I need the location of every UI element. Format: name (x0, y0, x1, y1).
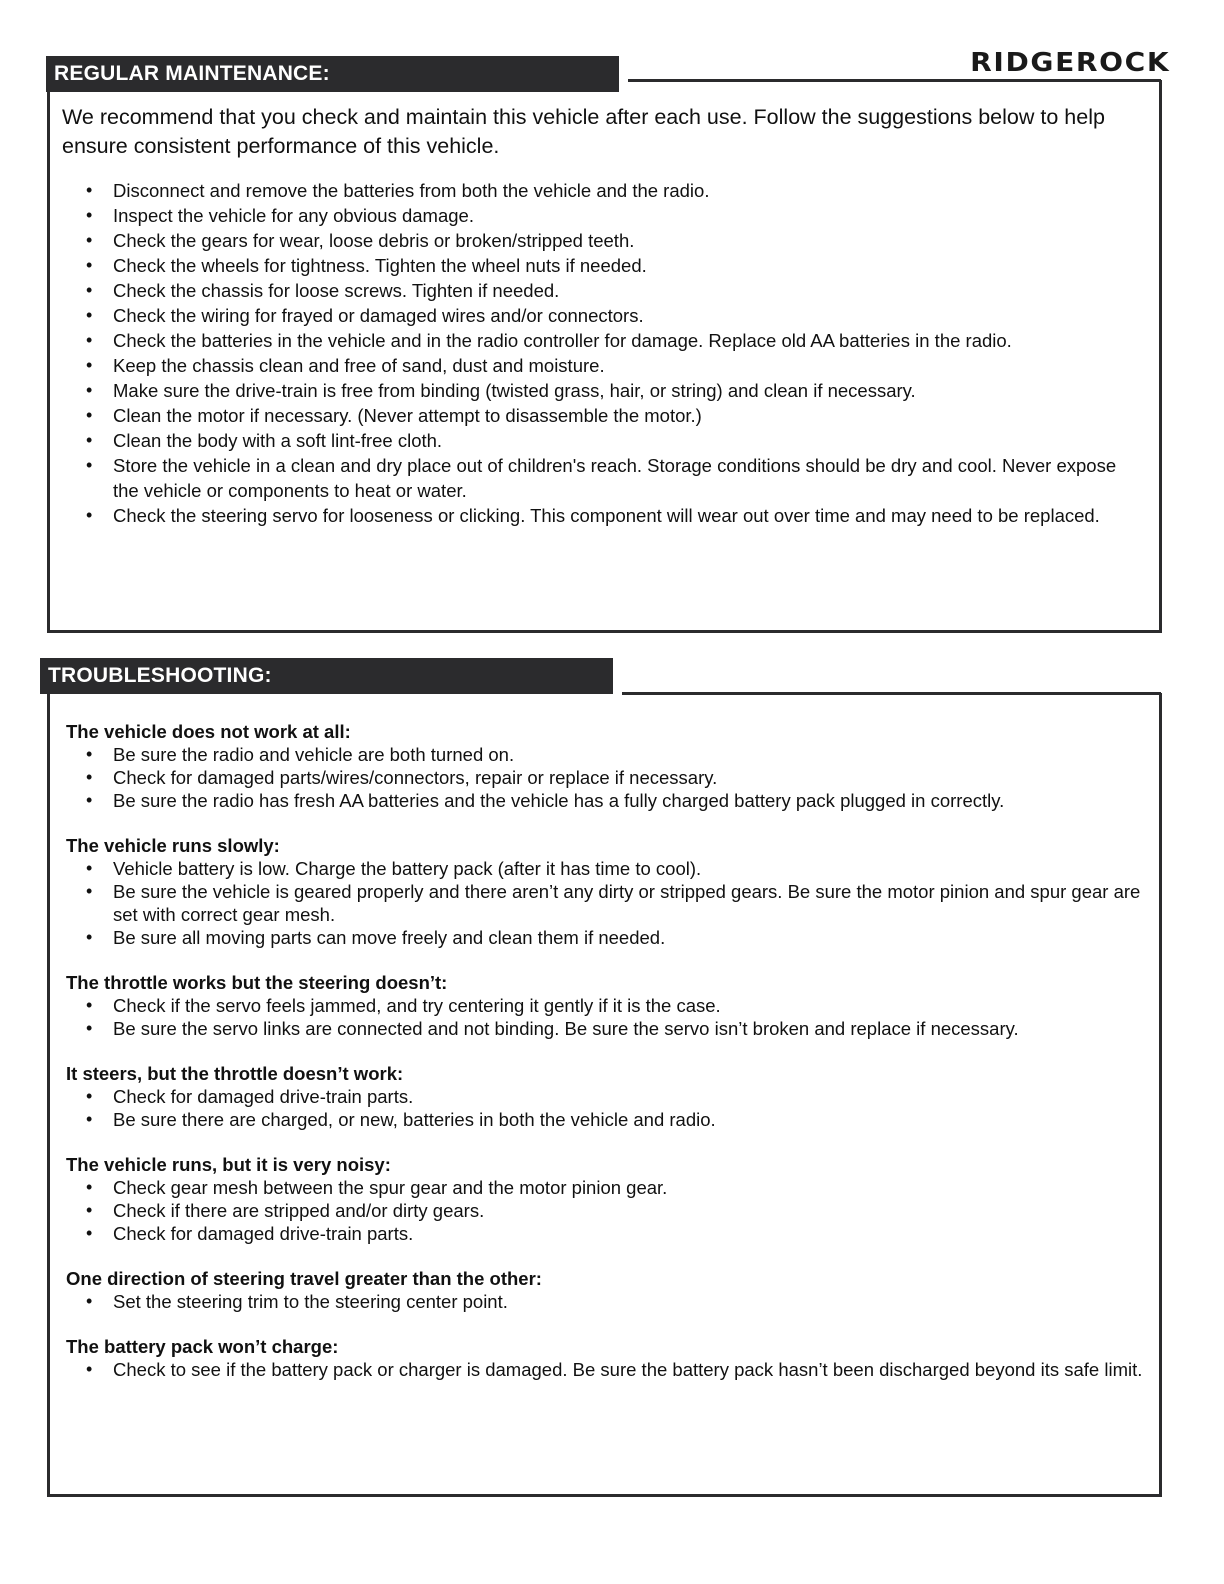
troubleshooting-heading: The throttle works but the steering doesn’t: (66, 972, 448, 993)
bullet-icon: • (86, 255, 93, 275)
maintenance-item (86, 278, 1143, 303)
troubleshooting-heading: One direction of steering travel greater than the other: (66, 1268, 542, 1289)
maintenance-item-text: Keep the chassis clean and free of sand, dust and moisture. (113, 355, 605, 376)
bullet-icon: • (86, 355, 93, 375)
bullet-icon: • (86, 790, 93, 810)
bullet-icon: • (86, 280, 93, 300)
troubleshooting-item (86, 1290, 1146, 1313)
troubleshooting-content (66, 720, 1146, 1403)
bullet-icon: • (86, 505, 93, 525)
maintenance-item (86, 378, 1143, 403)
troubleshooting-group (66, 1335, 1146, 1381)
maintenance-item (86, 178, 1143, 203)
bullet-icon: • (86, 180, 93, 200)
troubleshooting-item-text: Check for damaged drive-train parts. (113, 1223, 414, 1244)
maintenance-item-text: Inspect the vehicle for any obvious damage. (113, 205, 474, 226)
bullet-icon: • (86, 1359, 93, 1379)
troubleshooting-item-text: Check gear mesh between the spur gear and the motor pinion gear. (113, 1177, 668, 1198)
maintenance-item (86, 328, 1143, 353)
troubleshooting-item (86, 766, 1146, 789)
troubleshooting-heading: The battery pack won’t charge: (66, 1336, 339, 1357)
brand-logo: RIDGEROCK (969, 48, 1170, 78)
bullet-icon: • (86, 1086, 93, 1106)
maintenance-item-text: Check the wiring for frayed or damaged wires and/or connectors. (113, 305, 644, 326)
troubleshooting-group (66, 834, 1146, 949)
troubleshooting-title-text: TROUBLESHOOTING: (48, 664, 272, 687)
maintenance-item (86, 228, 1143, 253)
maintenance-item (86, 253, 1143, 278)
maintenance-intro: We recommend that you check and maintain this vehicle after each use. Follow the suggestions below to help ensure consistent performance of this vehicle. (62, 105, 1105, 158)
maintenance-item (86, 203, 1143, 228)
bullet-icon: • (86, 305, 93, 325)
maintenance-item (86, 503, 1143, 528)
troubleshooting-item-text: Check if there are stripped and/or dirty gears. (113, 1200, 485, 1221)
troubleshooting-item (86, 857, 1146, 880)
troubleshooting-item (86, 1358, 1146, 1381)
troubleshooting-item (86, 1085, 1146, 1108)
bullet-icon: • (86, 330, 93, 350)
bullet-icon: • (86, 1109, 93, 1129)
troubleshooting-item-text: Be sure the radio has fresh AA batteries and the vehicle has a fully charged battery pack plugged in correctly. (113, 790, 1005, 811)
troubleshooting-item (86, 926, 1146, 949)
bullet-icon: • (86, 1018, 93, 1038)
maintenance-item-text: Check the gears for wear, loose debris or broken/stripped teeth. (113, 230, 635, 251)
maintenance-item (86, 353, 1143, 378)
maintenance-item-text: Store the vehicle in a clean and dry place out of children's reach. Storage conditions should be dry and cool. Never expose the vehicle or components to heat or water. (113, 455, 1117, 501)
bullet-icon: • (86, 767, 93, 787)
maintenance-item-text: Clean the body with a soft lint-free cloth. (113, 430, 443, 451)
troubleshooting-item (86, 1222, 1146, 1245)
bullet-icon: • (86, 455, 93, 475)
troubleshooting-item (86, 1017, 1146, 1040)
bullet-icon: • (86, 205, 93, 225)
troubleshooting-item-text: Vehicle battery is low. Charge the battery pack (after it has time to cool). (113, 858, 702, 879)
bullet-icon: • (86, 430, 93, 450)
troubleshooting-item-text: Check for damaged drive-train parts. (113, 1086, 414, 1107)
maintenance-item-text: Check the chassis for loose screws. Tighten if needed. (113, 280, 560, 301)
troubleshooting-item-text: Check if the servo feels jammed, and try centering it gently if it is the case. (113, 995, 721, 1016)
troubleshooting-item (86, 1108, 1146, 1131)
maintenance-item-text: Make sure the drive-train is free from binding (twisted grass, hair, or string) and clean if necessary. (113, 380, 916, 401)
bullet-icon: • (86, 1291, 93, 1311)
troubleshooting-item-text: Set the steering trim to the steering center point. (113, 1291, 508, 1312)
troubleshooting-group (66, 1153, 1146, 1245)
troubleshooting-group (66, 1267, 1146, 1313)
troubleshooting-list (66, 1085, 1146, 1131)
maintenance-item-text: Clean the motor if necessary. (Never attempt to disassemble the motor.) (113, 405, 702, 426)
troubleshooting-item-text: Check for damaged parts/wires/connectors, repair or replace if necessary. (113, 767, 718, 788)
maintenance-item-text: Check the batteries in the vehicle and in the radio controller for damage. Replace old AA batteries in the radio. (113, 330, 1012, 351)
troubleshooting-item (86, 743, 1146, 766)
troubleshooting-heading: The vehicle does not work at all: (66, 721, 351, 742)
maintenance-list (86, 178, 1143, 528)
troubleshooting-heading: It steers, but the throttle doesn’t work: (66, 1063, 404, 1084)
bullet-icon: • (86, 1223, 93, 1243)
troubleshooting-list (66, 857, 1146, 949)
troubleshooting-item-text: Be sure the servo links are connected and not binding. Be sure the servo isn’t broken and replace if necessary. (113, 1018, 1019, 1039)
bullet-icon: • (86, 1200, 93, 1220)
bullet-icon: • (86, 1177, 93, 1197)
troubleshooting-item-text: Check to see if the battery pack or charger is damaged. Be sure the battery pack hasn’t been discharged beyond its safe limit. (113, 1359, 1143, 1380)
troubleshooting-list (66, 1176, 1146, 1245)
troubleshooting-item (86, 1176, 1146, 1199)
maintenance-item (86, 428, 1143, 453)
troubleshooting-list (66, 1290, 1146, 1313)
troubleshooting-list (66, 994, 1146, 1040)
bullet-icon: • (86, 744, 93, 764)
troubleshooting-group (66, 1062, 1146, 1131)
troubleshooting-item (86, 789, 1146, 812)
maintenance-item-text: Check the steering servo for looseness or clicking. This component will wear out over time and may need to be replaced. (113, 505, 1100, 526)
maintenance-item-text: Disconnect and remove the batteries from both the vehicle and the radio. (113, 180, 710, 201)
bullet-icon: • (86, 380, 93, 400)
troubleshooting-list (66, 743, 1146, 812)
bullet-icon: • (86, 881, 93, 901)
maintenance-title-text: REGULAR MAINTENANCE: (54, 62, 330, 85)
troubleshooting-list (66, 1358, 1146, 1381)
maintenance-item (86, 453, 1143, 503)
troubleshooting-item-text: Be sure the radio and vehicle are both turned on. (113, 744, 515, 765)
maintenance-item (86, 303, 1143, 328)
maintenance-item-text: Check the wheels for tightness. Tighten the wheel nuts if needed. (113, 255, 647, 276)
troubleshooting-item (86, 1199, 1146, 1222)
bullet-icon: • (86, 230, 93, 250)
troubleshooting-item-text: Be sure there are charged, or new, batteries in both the vehicle and radio. (113, 1109, 716, 1130)
troubleshooting-item (86, 880, 1146, 926)
troubleshooting-item (86, 994, 1146, 1017)
bullet-icon: • (86, 995, 93, 1015)
troubleshooting-heading: The vehicle runs, but it is very noisy: (66, 1154, 391, 1175)
bullet-icon: • (86, 927, 93, 947)
troubleshooting-item-text: Be sure the vehicle is geared properly and there aren’t any dirty or stripped gears. Be sure the motor pinion and spur gear are set with correct gear mesh. (113, 881, 1141, 925)
troubleshooting-group (66, 971, 1146, 1040)
bullet-icon: • (86, 405, 93, 425)
troubleshooting-group (66, 720, 1146, 812)
troubleshooting-heading: The vehicle runs slowly: (66, 835, 280, 856)
troubleshooting-item-text: Be sure all moving parts can move freely and clean them if needed. (113, 927, 666, 948)
troubleshooting-title (40, 658, 613, 694)
maintenance-item (86, 403, 1143, 428)
bullet-icon: • (86, 858, 93, 878)
